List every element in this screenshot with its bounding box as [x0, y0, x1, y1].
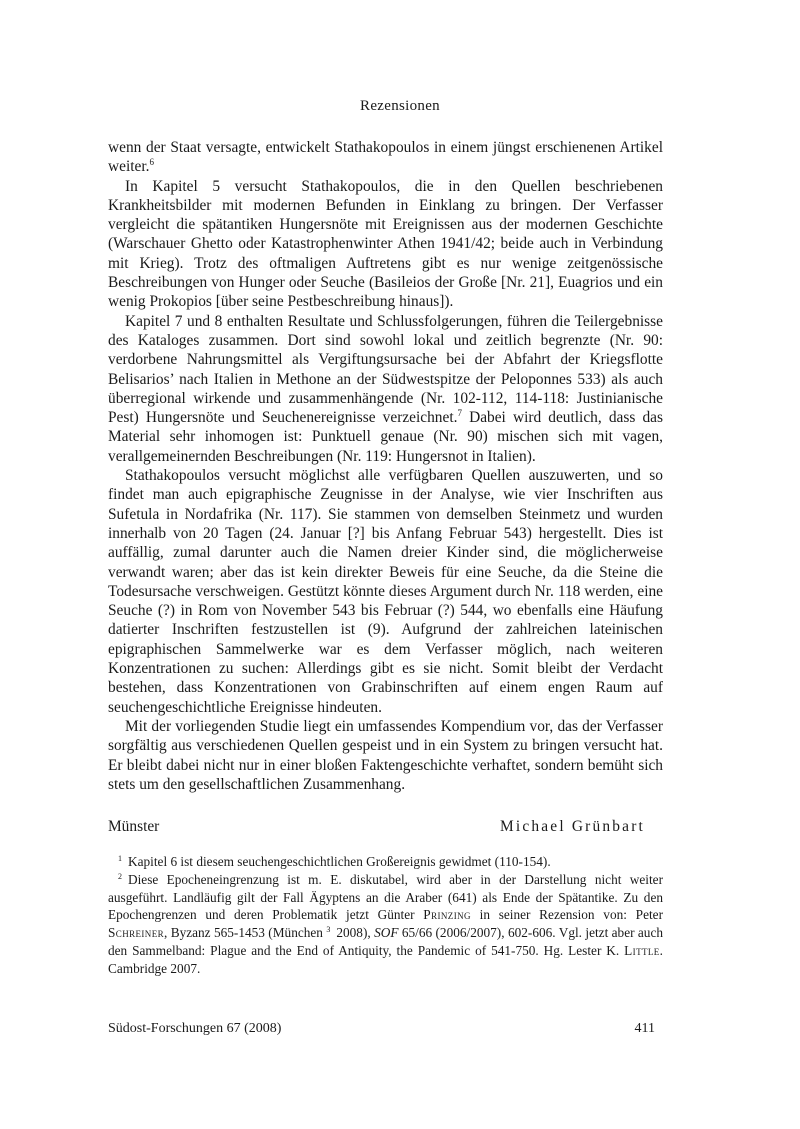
footnote-ref-7[interactable]: 7: [457, 408, 462, 419]
review-body: [108, 138, 663, 794]
edition-superscript: 3: [326, 925, 331, 935]
paragraph-3-text-a: Kapitel 7 und 8 enthalten Resultate und Schlussfolgerungen, führen die Teilergebnisse des Kataloges zusammen. Dort sind sowohl lokal und zeitlich begrenzte (Nr. 90: verdorbene Nahrungsmittel als Vergiftungsursache bei der Abfahrt der Kriegsflotte Belisarios’ nach Italien in Methone an der Südwestspitze der Peloponnes 533) als auch überregional wirkende und zusammenhängende (Nr. 102-112, 114-118: Justinianische Pest) Hungersnöte und Seuchenereignisse verzeichnet.: [108, 312, 663, 427]
footnote-ref-6[interactable]: 6: [149, 157, 154, 168]
author-name-prinzing: Prinzing: [423, 907, 471, 923]
footnote-2-text-1: Diese Epocheneingrenzung ist m. E. diskutabel, wird aber in der Darstellung nicht weiter ausgeführt. Landläufig gilt der Fall Ägyptens an die Araber (641) als Ende der Spätantike. Zu den Epochengrenzen und deren Problematik jetzt Günter: [108, 871, 663, 923]
paragraph-4: [108, 466, 663, 717]
page-footer: [108, 1021, 655, 1037]
footnote-2-text-5: 65/66 (2006/2007), 602-606. Vgl. jetzt aber auch den Sammelband: Plague and the End of Antiquity, the Pandemic of 541-750. Hg. Lester K.: [108, 925, 664, 958]
paragraph-1-text: wenn der Staat versagte, entwickelt Stathakopoulos in einem jüngst erschienenen Artikel weiter.: [108, 139, 663, 176]
paragraph-4-text: Stathakopoulos versucht möglichst alle verfügbaren Quellen auszuwerten, und so findet man auch epigraphische Zeugnisse in der Analyse, wie vier Inschriften aus Sufetula in Nordafrika (Nr. 117). Sie stammen von demselben Steinmetz und wurden innerhalb von 20 Tagen (24. Januar [?] bis Anfang Februar 543) hergestellt. Dies ist auffällig, zumal darunter auch die Namen dreier Kinder sind, die möglicherweise verwandt waren; aber das ist kein direkter Beweis für eine Seuche, da die Steine die Todesursache verschweigen. Gestützt könnte dieses Argument durch Nr. 118 werden, eine Seuche (?) in Rom von November 543 bis Februar (?) 544, wo ebenfalls eine Häufung datierter Inschriften festzustellen ist (9). Aufgrund der zahlreichen lateinischen epigraphischen Sammelwerke war es dem Verfasser möglich, nach weiteren Konzentrationen zu suchen: Allerdings gibt es sie nicht. Somit bleibt der Verdacht bestehen, dass Konzentrationen von Grabinschriften auf einem engen Raum auf seuchengeschichtliche Ereignisse hindeuten.: [108, 467, 663, 716]
signature-author: Michael Grünbart: [499, 818, 645, 835]
footnotes: [108, 853, 663, 978]
paragraph-2: [108, 177, 663, 312]
signature: [108, 818, 645, 836]
footnote-2-text-6: . Cambridge 2007.: [108, 942, 663, 976]
footnote-2-number: 2: [118, 871, 122, 881]
footnote-1-number: 1: [118, 854, 122, 863]
paragraph-2-text: In Kapitel 5 versucht Stathakopoulos, die in den Quellen beschriebenen Krankheitsbilder mit modernen Befunden in Einklang zu bringen. Der Verfasser vergleicht die spätantiken Hungersnöte mit Ereignissen aus der modernen Geschichte (Warschauer Ghetto oder Katastrophenwinter Athen 1941/42; beide auch in Verbindung mit Krieg). Trotz des oftmaligen Auftretens gibt es nur wenige zeitgenössische Beschreibungen von Hunger oder Seuche (Basileios der Große [Nr. 21], Euagrios und ein wenig Prokopios [über seine Pestbeschreibung hinaus]).: [108, 177, 663, 311]
running-head: Rezensionen: [360, 98, 440, 114]
footnote-2: [108, 871, 663, 978]
author-name-little: Little: [624, 942, 660, 958]
signature-place: Münster: [108, 818, 160, 835]
footnote-2-text-4: 2008),: [336, 925, 375, 941]
paragraph-5-text: Mit der vorliegenden Studie liegt ein umfassendes Kompendium vor, das der Verfasser sorgfältig aus verschiedenen Quellen gespeist und in ein System zu bringen versucht hat. Er bleibt dabei nicht nur in einer bloßen Faktengeschichte verhaftet, sondern bemüht sich stets um den gesellschaftlichen Zusammenhang.: [108, 717, 663, 793]
paragraph-3-text-b: Dabei wird deutlich, dass das Material sehr inhomogen ist: Punktuell genaue (Nr. 90) mischen sich mit vagen, verallgemeinernden Beschreibungen (Nr. 119: Hungersnot in Italien).: [108, 409, 663, 465]
footnote-1: [108, 853, 663, 871]
author-name-schreiner: Schreiner: [108, 925, 164, 941]
paragraph-1: [108, 138, 663, 177]
footnote-2-text-3: , Byzanz 565-1453 (München: [164, 925, 327, 941]
footnote-2-text-2: in seiner Rezension von: Peter: [470, 907, 664, 923]
footnote-1-text: Kapitel 6 ist diesem seuchengeschichtlichen Großereignis gewidmet (110-154).: [128, 854, 551, 869]
paragraph-3: [108, 312, 663, 466]
page-number: 411: [634, 1021, 655, 1036]
journal-abbreviation: SOF: [374, 925, 399, 941]
paragraph-5: [108, 717, 663, 794]
footer-journal: Südost-Forschungen 67 (2008): [108, 1021, 282, 1036]
